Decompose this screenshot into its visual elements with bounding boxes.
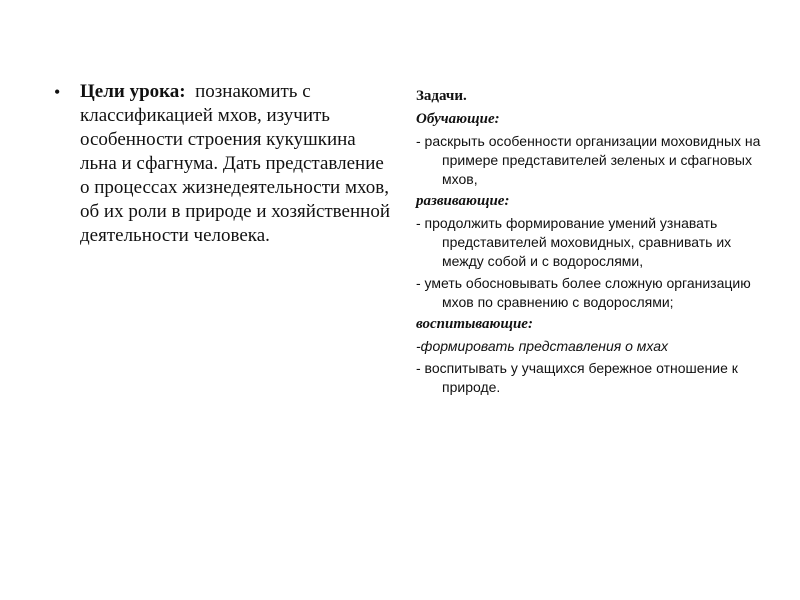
lesson-tasks bbox=[416, 87, 776, 400]
bullet-icon: • bbox=[54, 82, 61, 102]
section-heading-teaching: Обучающие: bbox=[416, 111, 500, 127]
tasks-title: Задачи. bbox=[416, 88, 467, 104]
tasks-section-upbringing bbox=[416, 315, 776, 397]
goals-text: познакомить с классификацией мхов, изучить особенности строения кукушкина льна и сфагнума. Дать представление о процессах жизнедеятельности мхов, об их роли в природе и хозяйственной деятельности человека. bbox=[80, 81, 390, 246]
tasks-section-teaching bbox=[416, 110, 776, 189]
task-item: - продолжить формирование умений узнавать представителей моховидных, сравнивать их между собой и с водорослями, bbox=[416, 215, 732, 269]
goals-text-block bbox=[80, 80, 394, 248]
tasks-section-developing bbox=[416, 192, 776, 312]
task-item: - воспитывать у учащихся бережное отношение к природе. bbox=[416, 360, 738, 395]
task-item: -формировать представления о мхах bbox=[416, 338, 669, 354]
lesson-goals bbox=[54, 80, 394, 248]
goals-bullet-row bbox=[54, 80, 394, 248]
task-item: - уметь обосновывать более сложную организацию мхов по сравнению с водорослями; bbox=[416, 275, 751, 310]
section-heading-upbringing: воспитывающие: bbox=[416, 316, 533, 332]
section-heading-developing: развивающие: bbox=[416, 193, 510, 209]
task-item: - раскрыть особенности организации моховидных на примере представителей зеленых и сфагновых мхов, bbox=[416, 133, 761, 187]
goals-label: Цели урока: bbox=[80, 81, 186, 102]
